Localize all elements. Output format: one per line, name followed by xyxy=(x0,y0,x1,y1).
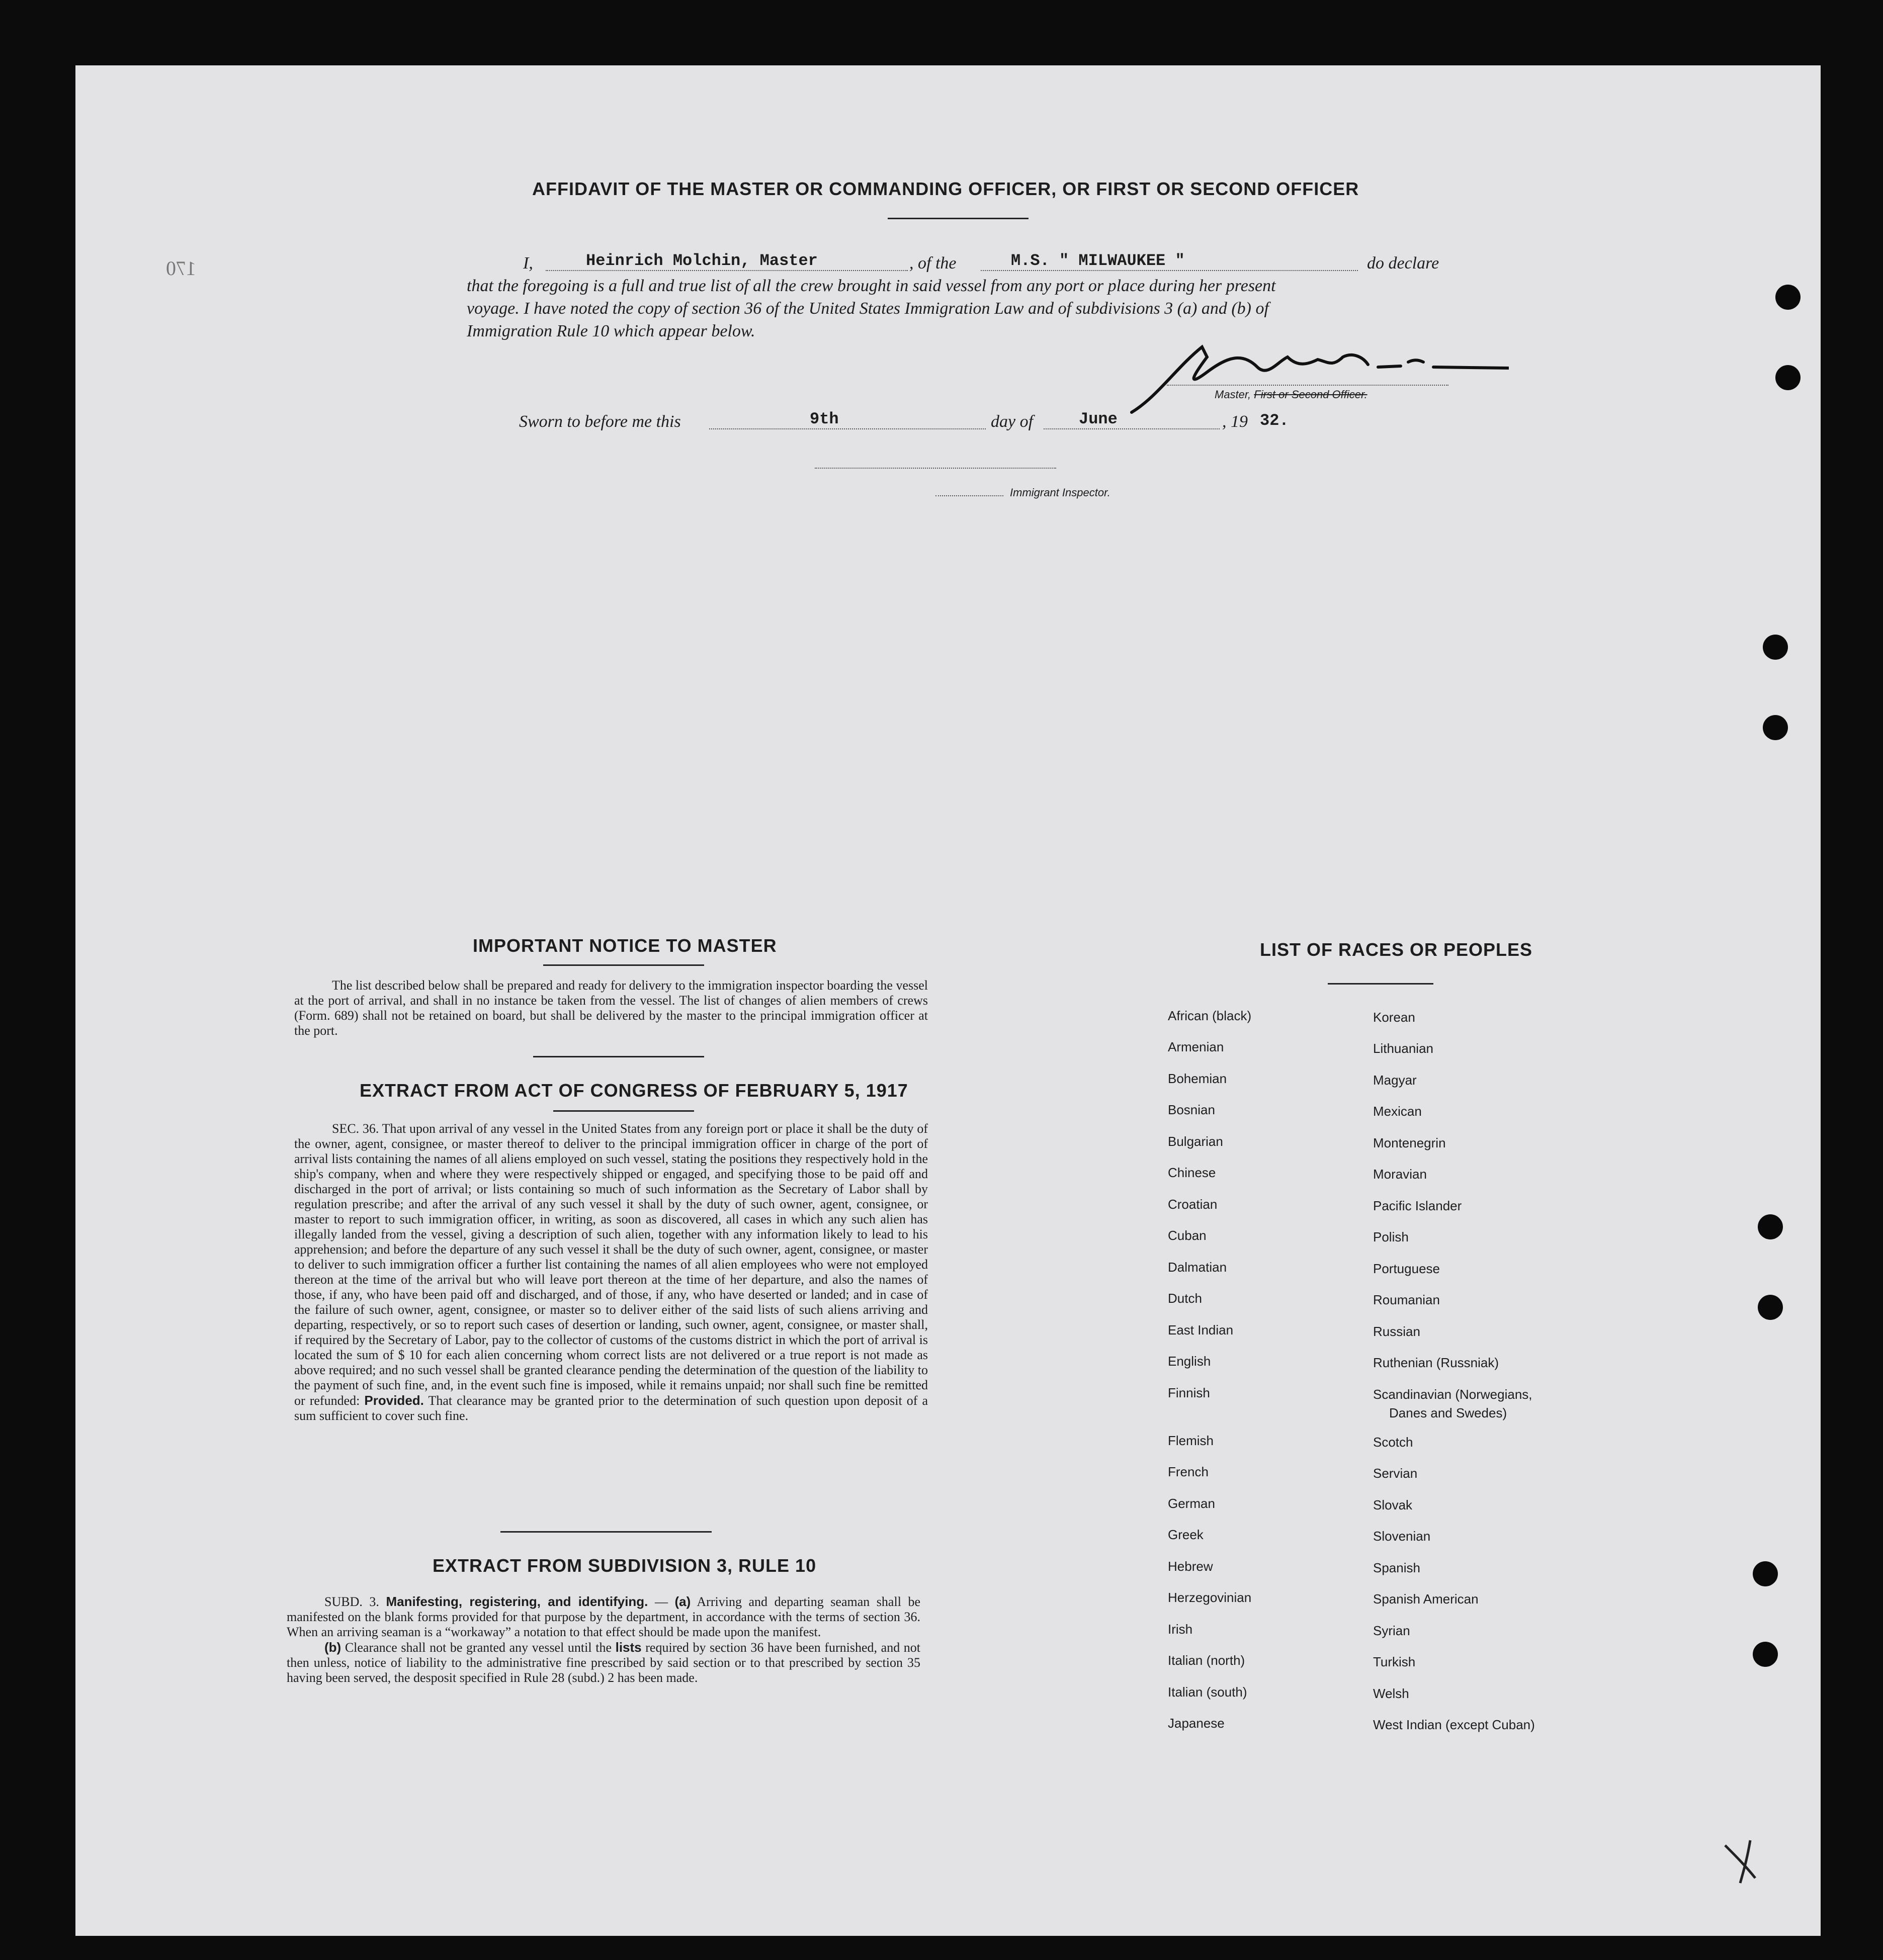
rule-title: EXTRACT FROM SUBDIVISION 3, RULE 10 xyxy=(433,1555,817,1576)
race-item: Scandinavian (Norwegians, xyxy=(1373,1387,1532,1402)
rule-b-lists: lists xyxy=(615,1640,642,1655)
affidavit-line-4: Immigration Rule 10 which appear below. xyxy=(467,322,755,340)
races-title: LIST OF RACES OR PEOPLES xyxy=(1260,939,1533,960)
race-item: Servian xyxy=(1373,1466,1418,1481)
race-item: Herzegovinian xyxy=(1168,1590,1252,1605)
rule-dash: — xyxy=(648,1594,675,1609)
race-item: Flemish xyxy=(1168,1433,1214,1448)
race-item: Finnish xyxy=(1168,1385,1210,1400)
punch-hole xyxy=(1763,715,1788,740)
notice-body: The list described below shall be prepared and ready for delivery to the immigration inspector boarding the vessel at the port of arrival, and shall in no instance be taken from the vessel. The list of changes of alien members of crews (Form. 689) shall not be retained on board, but shall be delivered by the master to the principal immigration officer at the port. xyxy=(294,978,928,1038)
notice-underline xyxy=(543,964,704,966)
rule-a-label: (a) xyxy=(674,1594,691,1609)
race-item: African (black) xyxy=(1168,1008,1252,1023)
affidavit-title: AFFIDAVIT OF THE MASTER OR COMMANDING OFFICER, OR FIRST OR SECOND OFFICER xyxy=(532,179,1359,199)
race-item: Montenegrin xyxy=(1373,1135,1446,1150)
punch-hole xyxy=(1775,365,1801,390)
sworn-day-field: 9th xyxy=(810,410,839,428)
year-prefix: , 19 xyxy=(1222,412,1248,431)
punch-hole xyxy=(1758,1214,1783,1239)
race-item: Syrian xyxy=(1373,1623,1410,1638)
rule-body xyxy=(287,1594,920,1685)
race-item: English xyxy=(1168,1354,1211,1369)
race-item: Italian (south) xyxy=(1168,1684,1247,1700)
race-item: Turkish xyxy=(1373,1654,1416,1669)
race-item: Bosnian xyxy=(1168,1102,1215,1117)
race-item: Magyar xyxy=(1373,1073,1417,1088)
vessel-line xyxy=(981,270,1358,271)
race-item: Greek xyxy=(1168,1527,1204,1542)
race-item: Slovak xyxy=(1373,1497,1413,1512)
race-item: Dutch xyxy=(1168,1291,1202,1306)
signature-caption xyxy=(1215,388,1367,401)
race-item: West Indian (except Cuban) xyxy=(1373,1717,1535,1732)
punch-hole xyxy=(1775,285,1801,310)
punch-hole xyxy=(1753,1642,1778,1667)
race-item: Ruthenian (Russniak) xyxy=(1373,1355,1499,1370)
signature-line xyxy=(1167,385,1448,386)
rule-a-text: Arriving and departing seaman shall be manifested on the blank forms provided for that purpose by the department, in accordance with the terms of section 36. When an arriving seaman is a “workaway” a notation to that effect should be made upon the manifest. xyxy=(287,1594,921,1639)
race-item: Moravian xyxy=(1373,1167,1427,1182)
race-item: Irish xyxy=(1168,1622,1193,1637)
act-title: EXTRACT FROM ACT OF CONGRESS OF FEBRUARY 5, 1917 xyxy=(360,1080,908,1101)
act-underline xyxy=(553,1110,694,1112)
rule-b-label: (b) xyxy=(324,1640,341,1655)
punch-hole xyxy=(1758,1295,1783,1320)
race-item: Polish xyxy=(1373,1229,1409,1244)
title-underline xyxy=(888,218,1029,219)
race-item: Welsh xyxy=(1373,1686,1409,1701)
margin-stamp-number: 170 xyxy=(166,257,196,280)
rule-heading: Manifesting, registering, and identifying. xyxy=(386,1594,648,1609)
race-item: Japanese xyxy=(1168,1716,1225,1731)
day-of-label: day of xyxy=(991,412,1034,431)
act-body-end: That clearance may be granted prior to the determination of such question upon deposit of a sum sufficient to cover such fine. xyxy=(294,1393,928,1423)
master-name-line xyxy=(546,270,908,271)
race-item: Hebrew xyxy=(1168,1559,1213,1574)
race-item: Bulgarian xyxy=(1168,1134,1223,1149)
act-body-text: SEC. 36. That upon arrival of any vessel in the United States from any foreign port or place it shall be the duty of the owner, agent, consignee, or master thereof to deliver to the principal immigration officer in charge of the port of arrival lists containing the names of all aliens employed on such vessel, stating the positions they respectively hold in the ship's company, when and where they were respectively shipped or engaged, and specifying those to be paid off and discharged in the port of arrival; or lists containing so much of such information as the Secretary of Labor shall by regulation prescribe; and after the arrival of any such vessel it shall by the duty of such owner, agent, consignee, or master to report to such immigration officer, in writing, as soon as discovered, all cases in which any such alien has illegally landed from the vessel, giving a description of such alien, together with any information likely to lead to his apprehension; and before the departure of any such vessel it shall be the duty of such owner, agent, consignee, or master to deliver to such immigration officer a further list containing the names of all alien employees who were not employed thereon at the time of the arrival but who will leave port thereon at the time of her departure, and also the names of those, if any, who have been paid off and discharged, and of those, if any, who have deserted or landed; and in case of the failure of such owner, agent, consignee, or master so to deliver either of the said lists of such aliens arriving and departing, respectively, or so to report such cases of desertion or landing, such owner, agent, consignee, or master shall, if required by the Secretary of Labor, pay to the collector of customs of the customs district in which the port of arrival is located the sum of $ 10 for each alien concerning whom correct lists are not delivered or a true report is not made as above required; and no such vessel shall be granted clearance pending the determination of the question of the liability to the payment of such fine, and, in the event such fine is imposed, while it remains unpaid; nor shall such fine be remitted or refunded: xyxy=(294,1121,928,1408)
race-item: Croatian xyxy=(1168,1197,1218,1212)
inspector-caption: Immigrant Inspector. xyxy=(1010,486,1110,499)
act-body xyxy=(294,1121,928,1423)
rule-b-text2: required by section 36 have been furnished, and not then unless, notice of liability to the administrative fine prescribed by said section or to that prescribed by section 35 having been served, the desposit specified in Rule 28 (subd.) 2 has been made. xyxy=(287,1640,921,1685)
race-item: French xyxy=(1168,1464,1209,1479)
notice-title: IMPORTANT NOTICE TO MASTER xyxy=(473,935,777,956)
sworn-month-line xyxy=(1044,428,1220,429)
race-item: Korean xyxy=(1373,1010,1415,1025)
race-item: Lithuanian xyxy=(1373,1041,1433,1056)
race-item: Spanish American xyxy=(1373,1591,1479,1607)
sworn-month-field: June xyxy=(1079,410,1118,428)
inspector-line-upper xyxy=(815,468,1056,469)
race-item: Roumanian xyxy=(1373,1292,1440,1307)
rule-b-text1: Clearance shall not be granted any vessel until the xyxy=(345,1640,612,1655)
race-item: Armenian xyxy=(1168,1039,1224,1054)
race-item: Russian xyxy=(1373,1324,1420,1339)
race-item: East Indian xyxy=(1168,1322,1234,1338)
punch-hole xyxy=(1753,1561,1778,1586)
race-item: Pacific Islander xyxy=(1373,1198,1462,1213)
act-provided: Provided. xyxy=(364,1393,424,1408)
race-item: Slovenian xyxy=(1373,1529,1431,1544)
race-item: Chinese xyxy=(1168,1165,1216,1180)
sworn-label: Sworn to before me this xyxy=(519,412,681,431)
race-item: Danes and Swedes) xyxy=(1389,1405,1507,1420)
act-divider xyxy=(500,1531,712,1533)
caption-master: Master, xyxy=(1215,388,1251,401)
race-item: Bohemian xyxy=(1168,1071,1227,1086)
rule-subd: SUBD. 3. xyxy=(324,1594,379,1609)
race-item: Cuban xyxy=(1168,1228,1207,1243)
caption-struck-officer: First or Second Officer. xyxy=(1254,388,1367,401)
do-declare-label: do declare xyxy=(1367,254,1439,273)
inspector-line xyxy=(935,495,1003,496)
race-item: Dalmatian xyxy=(1168,1260,1227,1275)
race-item: Portuguese xyxy=(1373,1261,1440,1276)
races-underline xyxy=(1328,983,1433,985)
race-item: German xyxy=(1168,1496,1215,1511)
vessel-field: M.S. " MILWAUKEE " xyxy=(1011,251,1185,270)
race-item: Spanish xyxy=(1373,1560,1420,1575)
affidavit-line-2: that the foregoing is a full and true list of all the crew brought in said vessel from any port or place during her present xyxy=(467,277,1276,295)
affidavit-line-3: voyage. I have noted the copy of section 36 of the United States Immigration Law and of subdivisions 3 (a) and (b) of xyxy=(467,299,1269,318)
punch-hole xyxy=(1763,635,1788,660)
of-the-label: , of the xyxy=(909,254,957,273)
race-item: Italian (north) xyxy=(1168,1653,1245,1668)
master-name-field: Heinrich Molchin, Master xyxy=(586,251,818,270)
master-signature xyxy=(1127,337,1509,417)
margin-check-mark xyxy=(1720,1835,1765,1886)
sworn-day-line xyxy=(709,428,986,429)
race-item: Scotch xyxy=(1373,1435,1413,1450)
notice-divider xyxy=(533,1056,704,1057)
year-field: 32. xyxy=(1260,411,1289,430)
affidavit-i: I, xyxy=(523,254,533,273)
race-item: Mexican xyxy=(1373,1104,1422,1119)
